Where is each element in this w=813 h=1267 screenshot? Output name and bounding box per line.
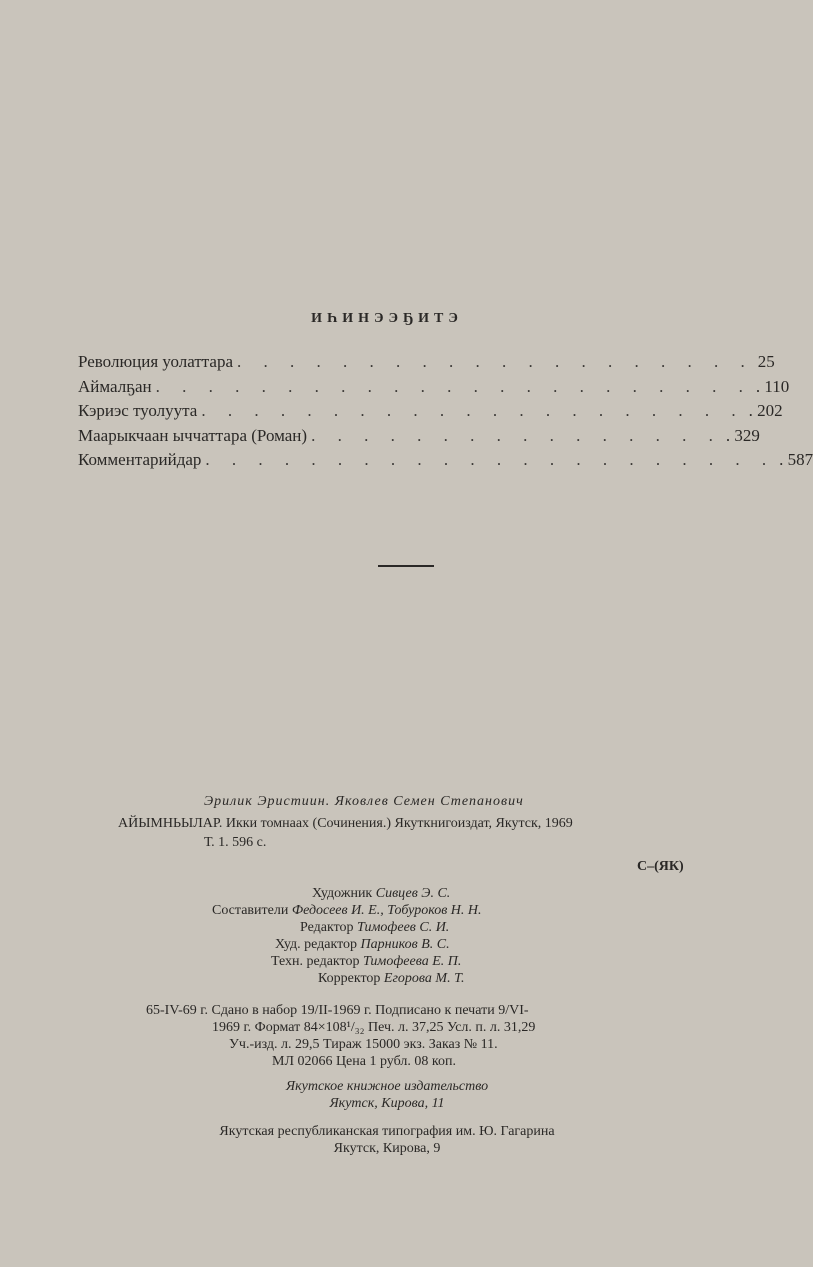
- toc-item: [78, 450, 813, 475]
- publisher-name: Якутское книжное издательство: [285, 1079, 489, 1094]
- print-details-line: МЛ 02066 Цена 1 рубл. 08 коп.: [272, 1054, 456, 1069]
- credit-role: Художник: [312, 886, 373, 901]
- toc-item-label: Революция уолаттара: [78, 352, 234, 371]
- credit-line: [271, 954, 461, 970]
- credit-name: Сивцев Э. С.: [375, 886, 451, 901]
- credit-role: Редактор: [300, 920, 354, 935]
- toc-leader-dots: . . . . . . . . . . . . . . . . . . . . .: [201, 401, 745, 420]
- credit-line: [275, 937, 450, 953]
- credit-name: Тимофеева Е. П.: [362, 954, 462, 969]
- printer-address: Якутск, Кирова, 9: [333, 1141, 441, 1156]
- credit-name: Федосеев И. Е., Тобуроков Н. Н.: [291, 903, 482, 918]
- imprint-volume-line: Т. 1. 596 с.: [204, 835, 267, 850]
- credit-role: Техн. редактор: [271, 954, 360, 969]
- printer-name: Якутская республиканская типография им. Ю. Гагарина: [219, 1124, 555, 1139]
- toc-item-page: . 329: [725, 425, 760, 445]
- toc-leader-dots: . . . . . . . . . . . . . . . . . . . .: [237, 352, 754, 371]
- toc-item: [78, 425, 760, 451]
- toc-item-label: Кэриэс туолуута: [78, 401, 198, 420]
- toc-leader-dots: . . . . . . . . . . . . . . . . . . . . . . .: [155, 376, 752, 396]
- toc-item-label: Комментарийдар: [78, 450, 202, 469]
- table-of-contents: [78, 352, 813, 475]
- imprint-title-line: АЙЫМНЬЫЛАР. Икки томнаах (Сочинения.) Якуткнигоиздат, Якутск, 1969: [118, 816, 573, 831]
- toc-item-label: Аймалҕан: [78, 376, 152, 396]
- toc-title: ИҺИНЭЭҔИТЭ: [311, 311, 463, 326]
- toc-item: [78, 352, 775, 377]
- credit-name: Тимофеев С. И.: [357, 920, 450, 935]
- toc-item: [78, 401, 783, 426]
- credit-role: Составители: [212, 903, 289, 918]
- credit-name: Егорова М. Т.: [383, 971, 465, 986]
- credit-name: Парников В. С.: [360, 937, 450, 952]
- toc-item: [78, 376, 790, 402]
- print-details-line: Уч.-изд. л. 29,5 Тираж 15000 экз. Заказ № 11.: [229, 1037, 498, 1052]
- toc-item-page: . 587: [779, 450, 813, 469]
- credit-line: [312, 886, 450, 902]
- toc-item-page: . 202: [748, 401, 783, 420]
- toc-item-label: Маарыкчаан ыччаттара (Роман): [78, 425, 308, 445]
- toc-item-page: . 110: [755, 376, 790, 396]
- toc-leader-dots: . . . . . . . . . . . . . . . .: [311, 425, 722, 445]
- credit-line: [300, 920, 449, 936]
- print-details-line: 1969 г. Формат 84×108¹/₃₂ Печ. л. 37,25 Усл. п. л. 31,29: [212, 1020, 536, 1035]
- imprint-author: Эрилик Эристиин. Яковлев Семен Степанович: [204, 794, 524, 809]
- publisher-address: Якутск, Кирова, 11: [329, 1096, 445, 1111]
- credit-line: [318, 971, 464, 987]
- divider-rule: [378, 565, 434, 567]
- classification-code: С–(ЯК): [637, 859, 684, 874]
- credit-line: [212, 903, 482, 919]
- credit-role: Корректор: [318, 971, 381, 986]
- toc-item-page: 25: [757, 352, 775, 371]
- print-details-line: 65-IV-69 г. Сдано в набор 19/II-1969 г. Подписано к печати 9/VI-: [146, 1003, 529, 1018]
- credit-role: Худ. редактор: [275, 937, 358, 952]
- toc-leader-dots: . . . . . . . . . . . . . . . . . . . . . .: [205, 450, 776, 469]
